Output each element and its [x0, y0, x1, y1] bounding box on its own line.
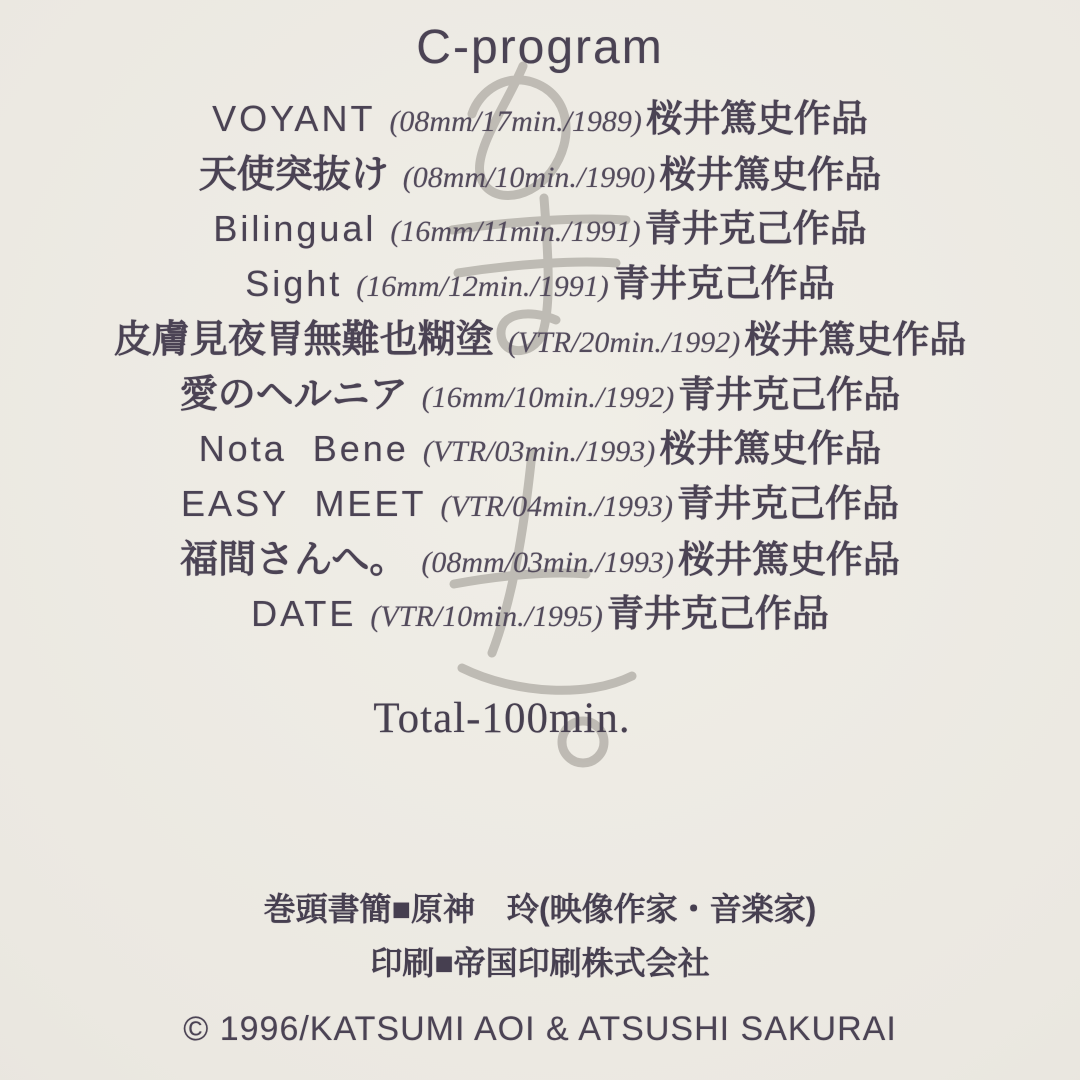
film-title: Bilingual — [213, 208, 377, 249]
copyright-line: © 1996/KATSUMI AOI & ATSUSHI SAKURAI — [183, 1010, 897, 1048]
film-title: 皮膚見夜胃無難也糊塗 — [113, 319, 494, 361]
credits-block — [0, 882, 1080, 990]
film-author: 青井克己作品 — [606, 593, 829, 634]
film-spec: (16mm/12min./1991) — [356, 270, 609, 303]
page-title: C-program — [416, 21, 664, 74]
credit-line: 巻頭書簡■原神 玲(映像作家・音楽家) — [263, 891, 817, 927]
total-runtime: Total-100min. — [373, 695, 631, 742]
film-entry — [0, 88, 1080, 143]
film-spec: (VTR/10min./1995) — [370, 600, 603, 633]
film-author: 青井克己作品 — [612, 263, 835, 304]
film-author: 桜井篤史作品 — [659, 428, 882, 469]
film-author: 桜井篤史作品 — [645, 98, 868, 139]
film-title: Sight — [245, 263, 343, 304]
credit-line: 印刷■帝国印刷株式会社 — [370, 945, 710, 981]
film-entry — [0, 308, 1080, 363]
film-spec: (08mm/10min./1990) — [402, 161, 656, 194]
film-entry — [0, 528, 1080, 583]
film-entry — [0, 253, 1080, 308]
film-spec: (VTR/03min./1993) — [422, 435, 656, 468]
film-entry — [0, 198, 1080, 253]
film-spec: (08mm/17min./1989) — [389, 105, 642, 138]
film-entry — [0, 473, 1080, 528]
film-spec: (16mm/11min./1991) — [390, 215, 641, 248]
film-author: 青井克己作品 — [678, 374, 901, 415]
film-list — [0, 88, 1080, 638]
film-spec: (16mm/10min./1992) — [421, 381, 675, 414]
film-spec: (VTR/20min./1992) — [507, 326, 741, 359]
film-title: 福間さんへ。 — [180, 539, 408, 581]
film-entry — [0, 583, 1080, 638]
film-title: DATE — [251, 593, 357, 634]
film-title: 愛のヘルニア — [179, 374, 408, 416]
film-entry — [0, 143, 1080, 198]
film-title: EASY MEET — [181, 483, 427, 524]
film-author: 桜井篤史作品 — [659, 154, 882, 195]
film-author: 桜井篤史作品 — [677, 539, 900, 580]
film-spec: (VTR/04min./1993) — [440, 490, 673, 523]
film-entry — [0, 363, 1080, 418]
film-author: 青井克己作品 — [676, 483, 899, 524]
film-spec: (08mm/03min./1993) — [421, 546, 674, 579]
film-author: 桜井篤史作品 — [744, 319, 967, 360]
film-title: 天使突抜け — [198, 154, 389, 196]
film-title: VOYANT — [212, 98, 376, 139]
film-author: 青井克己作品 — [644, 208, 867, 249]
film-entry — [0, 418, 1080, 473]
film-title: Nota Bene — [198, 428, 409, 469]
